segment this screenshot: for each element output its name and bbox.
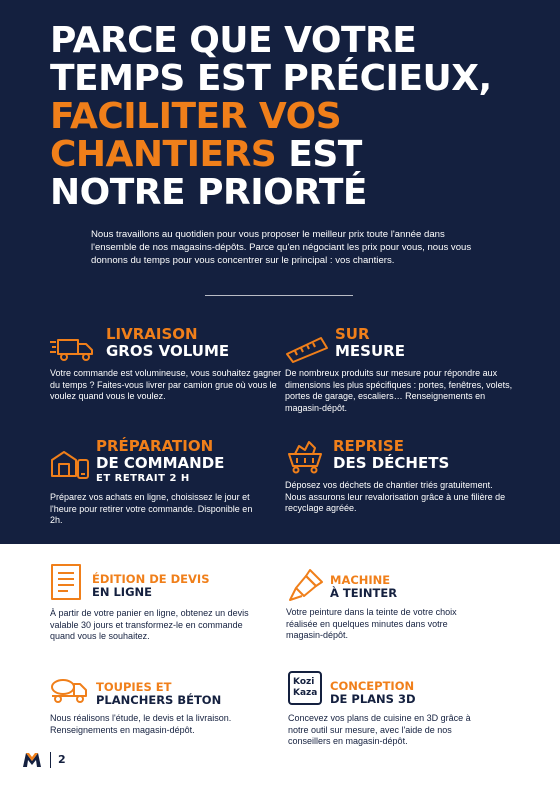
feature-conception — [288, 671, 518, 751]
livraison-title-1: LIVRAISON — [106, 325, 198, 343]
toupies-title-1: TOUPIES ET — [96, 680, 172, 694]
sur-mesure-desc: De nombreux produits sur mesure pour répondre aux dimensions les plus spécifiques : portes, fenêtres, volets, portes de garage, escaliers… Renseignements en magasin-dépôt. — [285, 368, 513, 413]
sur-mesure-title-2: MESURE — [335, 342, 405, 360]
footer-separator — [50, 752, 51, 768]
teinter-desc: Votre peinture dans la teinte de votre choix réalisée en quelques minutes dans votre magasin-dépôt. — [286, 607, 457, 640]
truck-icon — [50, 330, 96, 364]
document-icon — [50, 563, 82, 601]
conception-title-2: DE PLANS 3D — [330, 692, 416, 706]
feature-sur-mesure — [285, 326, 525, 416]
feature-toupies — [50, 676, 280, 746]
devis-title-2: EN LIGNE — [92, 585, 153, 599]
ruler-icon — [285, 330, 331, 364]
headline-line-4-orange: CHANTIERS — [50, 134, 277, 175]
toupies-title-2: PLANCHERS BÉTON — [96, 693, 222, 707]
feature-preparation — [50, 438, 280, 538]
divider — [205, 295, 353, 296]
click-collect-icon — [50, 446, 90, 480]
page-number: 2 — [58, 753, 66, 766]
preparation-desc: Préparez vos achats en ligne, choisissez le jour et l'heure pour retirer votre commande. Disponible en 2h. — [50, 492, 253, 525]
preparation-title-1: PRÉPARATION — [96, 437, 214, 455]
livraison-desc: Votre commande est volumineuse, vous souhaitez gagner du temps ? Faites-vous livrer par camion grue où vous le voulez quand vous le voulez. — [50, 368, 282, 401]
sur-mesure-title-1: SUR — [335, 325, 370, 343]
devis-title-1: ÉDITION DE DEVIS — [92, 572, 210, 586]
feature-teinter — [288, 566, 518, 646]
concrete-mixer-icon — [50, 676, 88, 704]
paintbrush-icon — [288, 566, 326, 602]
preparation-title-3: ET RETRAIT 2 H — [96, 473, 190, 484]
toupies-desc: Nous réalisons l'étude, le devis et la livraison. Renseignements en magasin-dépôt. — [50, 713, 232, 735]
brand-logo — [22, 752, 42, 768]
intro-paragraph: Nous travaillons au quotidien pour vous proposer le meilleur prix toute l'année dans l'ensemble de nos magasins-dépôts. Parce qu'en négociant les prix pour vous, nous vous donnons du temps pour vous concentrer sur le principal : vos chantiers. — [91, 229, 472, 266]
teinter-title-1: MACHINE — [330, 573, 391, 587]
kozikaza-logo-line-2: Kaza — [293, 688, 318, 698]
kozikaza-logo-line-1: Kozi — [293, 677, 315, 687]
preparation-title-2: DE COMMANDE — [96, 454, 225, 472]
headline-line-3: FACILITER VOS — [50, 96, 342, 137]
feature-livraison — [50, 326, 280, 406]
reprise-desc: Déposez vos déchets de chantier triés gratuitement. Nous assurons leur revalorisation grâce à une filière de recyclage agréée. — [285, 480, 506, 513]
conception-desc: Concevez vos plans de cuisine en 3D grâce à notre outil sur mesure, avec l'aide de nos conseillers en magasin-dépôt. — [288, 713, 471, 746]
headline-line-2: TEMPS EST PRÉCIEUX, — [50, 58, 492, 99]
devis-desc: À partir de votre panier en ligne, obtenez un devis valable 30 jours et transformez-le en commande quand vous le souhaitez. — [50, 608, 249, 641]
headline-line-1: PARCE QUE VOTRE — [50, 20, 417, 61]
feature-devis — [50, 563, 280, 653]
kozikaza-logo — [288, 671, 322, 705]
headline-line-5: NOTRE PRIORTÉ — [50, 172, 367, 213]
reprise-title-2: DES DÉCHETS — [333, 454, 450, 472]
headline — [50, 22, 520, 212]
headline-line-4-white: EST — [276, 134, 362, 175]
livraison-title-2: GROS VOLUME — [106, 342, 230, 360]
reprise-title-1: REPRISE — [333, 437, 404, 455]
headline-line-4 — [50, 136, 520, 174]
waste-cart-icon — [285, 438, 325, 474]
teinter-title-2: À TEINTER — [330, 586, 398, 600]
conception-title-1: CONCEPTION — [330, 679, 415, 693]
feature-reprise — [285, 438, 525, 528]
